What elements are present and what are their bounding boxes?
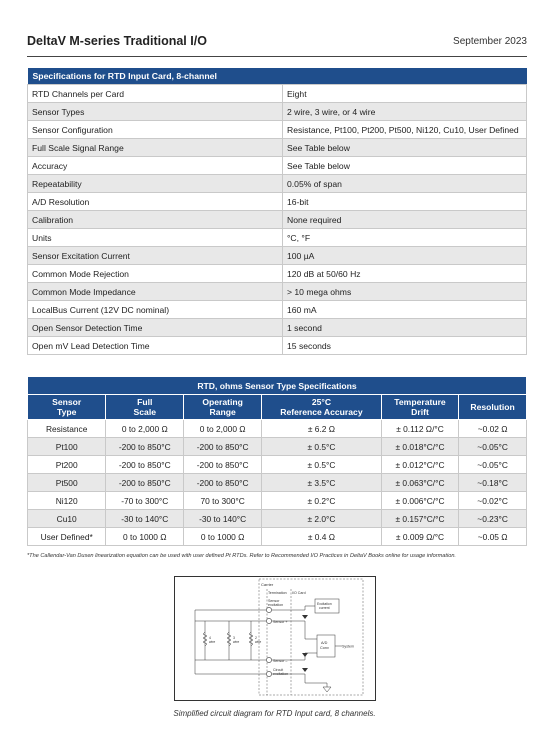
rtd-cell: 0 to 2,000 Ω (184, 420, 262, 438)
rtd-cell: ± 0.006°C/°C (381, 492, 458, 510)
spec-row (28, 247, 527, 265)
rtd-header-line: Scale (133, 407, 157, 417)
rtd-cell: 70 to 300°C (184, 492, 262, 510)
rtd-cell: ± 0.063°C/°C (381, 474, 458, 492)
spec-row (28, 283, 527, 301)
rtd-cell: User Defined* (28, 528, 106, 546)
circuit-excitation-label-2: excitation (273, 672, 289, 676)
rtd-cell: ~0.02°C (459, 492, 527, 510)
spec-table (27, 68, 527, 355)
spec-row (28, 319, 527, 337)
rtd-row (28, 474, 527, 492)
rtd-header-line: Type (56, 407, 77, 417)
spec-value: 120 dB at 50/60 Hz (283, 265, 527, 283)
spec-label: A/D Resolution (28, 193, 283, 211)
spec-value: See Table below (283, 139, 527, 157)
rtd-cell: ± 0.4 Ω (262, 528, 382, 546)
rtd-cell: Pt100 (28, 438, 106, 456)
rtd-cell: ~0.05°C (459, 438, 527, 456)
rtd-table-title: RTD, ohms Sensor Type Specifications (28, 377, 527, 395)
spec-label: Open Sensor Detection Time (28, 319, 283, 337)
rtd-cell: ± 0.012°C/°C (381, 456, 458, 474)
sensor-minus-label: Sensor – (273, 659, 288, 663)
rtd-header-line: Sensor (52, 397, 82, 407)
ad-label-1: A/D (321, 641, 328, 645)
rtd-cell: 0 to 2,000 Ω (106, 420, 184, 438)
rtd-cell: -70 to 300°C (106, 492, 184, 510)
rtd-header-row (28, 395, 527, 420)
rtd-cell: Ni120 (28, 492, 106, 510)
spec-label: LocalBus Current (12V DC nominal) (28, 301, 283, 319)
circuit-excitation-label-1: Circuit (273, 668, 284, 672)
rtd-cell: ~0.05°C (459, 456, 527, 474)
rtd-cell: ± 2.0°C (262, 510, 382, 528)
sensor-plus-label: Sensor + (273, 620, 288, 624)
spec-row (28, 211, 527, 229)
spec-value: None required (283, 211, 527, 229)
rtd-column-header (28, 395, 106, 420)
spec-label: Sensor Types (28, 103, 283, 121)
spec-row (28, 193, 527, 211)
spec-row (28, 157, 527, 175)
spec-label: Repeatability (28, 175, 283, 193)
rtd-cell: -30 to 140°C (184, 510, 262, 528)
wire2-label-2: wire (255, 640, 262, 644)
rtd-column-header (381, 395, 458, 420)
spec-value: 0.05% of span (283, 175, 527, 193)
termination-label: Termination (268, 591, 287, 595)
rtd-cell: -200 to 850°C (184, 456, 262, 474)
rtd-cell: ± 3.5°C (262, 474, 382, 492)
footnote: *The Callendar-Van Dusen linearization equation can be used with user defined Pt RTDs. Refer to Recommended I/O Practices in DeltaV Books online for usage information. (27, 553, 456, 559)
spec-label: Open mV Lead Detection Time (28, 337, 283, 355)
header-rule (27, 56, 527, 57)
rtd-cell: ~0.05 Ω (459, 528, 527, 546)
rtd-cell: Resistance (28, 420, 106, 438)
spec-value: See Table below (283, 157, 527, 175)
rtd-header-line: Operating (202, 397, 243, 407)
spec-row (28, 265, 527, 283)
rtd-cell: ~0.18°C (459, 474, 527, 492)
rtd-row (28, 492, 527, 510)
spec-label: Accuracy (28, 157, 283, 175)
rtd-row (28, 510, 527, 528)
spec-value: 16-bit (283, 193, 527, 211)
spec-table-title: Specifications for RTD Input Card, 8-channel (28, 68, 527, 85)
rtd-cell: -200 to 850°C (106, 474, 184, 492)
rtd-row (28, 456, 527, 474)
sensor-excitation-label-2: excitation (268, 603, 284, 607)
rtd-header-line: 25°C (311, 397, 332, 407)
spec-label: RTD Channels per Card (28, 85, 283, 103)
spec-row (28, 229, 527, 247)
spec-row (28, 103, 527, 121)
ad-label-2: Conv (320, 646, 329, 650)
rtd-cell: ± 0.018°C/°C (381, 438, 458, 456)
spec-label: Sensor Excitation Current (28, 247, 283, 265)
spec-label: Common Mode Rejection (28, 265, 283, 283)
carrier-label: Carrier (261, 582, 274, 587)
rtd-header-line: Reference Accuracy (280, 407, 363, 417)
spec-label: Units (28, 229, 283, 247)
spec-value: °C, °F (283, 229, 527, 247)
spec-value: Resistance, Pt100, Pt200, Pt500, Ni120, Cu10, User Defined (283, 121, 527, 139)
rtd-cell: Cu10 (28, 510, 106, 528)
spec-row (28, 175, 527, 193)
rtd-cell: ± 6.2 Ω (262, 420, 382, 438)
spec-value: 160 mA (283, 301, 527, 319)
spec-table-body (28, 85, 527, 355)
spec-row (28, 301, 527, 319)
spec-label: Common Mode Impedance (28, 283, 283, 301)
rtd-cell: Pt200 (28, 456, 106, 474)
rtd-cell: Pt500 (28, 474, 106, 492)
spec-value: 15 seconds (283, 337, 527, 355)
system-label: System (342, 644, 354, 649)
rtd-row (28, 420, 527, 438)
rtd-column-header (184, 395, 262, 420)
document-date: September 2023 (453, 36, 527, 47)
rtd-cell: ~0.02 Ω (459, 420, 527, 438)
carrier-box (259, 579, 363, 695)
spec-value: 2 wire, 3 wire, or 4 wire (283, 103, 527, 121)
spec-row (28, 85, 527, 103)
spec-label: Sensor Configuration (28, 121, 283, 139)
spec-row (28, 139, 527, 157)
wire4-label-1: 4 (209, 636, 211, 640)
rtd-cell: 0 to 1000 Ω (184, 528, 262, 546)
spec-label: Full Scale Signal Range (28, 139, 283, 157)
rtd-header-line: Full (137, 397, 153, 407)
rtd-row (28, 528, 527, 546)
spec-value: 1 second (283, 319, 527, 337)
rtd-cell: -200 to 850°C (106, 456, 184, 474)
rtd-cell: ± 0.157°C/°C (381, 510, 458, 528)
rtd-header-line: Drift (411, 407, 429, 417)
diagram-caption: Simplified circuit diagram for RTD Input card, 8 channels. (173, 709, 376, 718)
circuit-diagram (174, 576, 376, 701)
rtd-column-header (459, 395, 527, 420)
excitation-current-label-1: Excitation (317, 602, 332, 606)
rtd-cell: -200 to 850°C (184, 474, 262, 492)
wire2-label-1: 2 (255, 636, 257, 640)
rtd-cell: ± 0.009 Ω/°C (381, 528, 458, 546)
spec-value: 100 µA (283, 247, 527, 265)
rtd-cell: ~0.23°C (459, 510, 527, 528)
rtd-cell: ± 0.112 Ω/°C (381, 420, 458, 438)
wire4-label-2: wire (209, 640, 216, 644)
rtd-cell: ± 0.5°C (262, 438, 382, 456)
rtd-header-line: Resolution (470, 402, 515, 412)
rtd-table (27, 376, 527, 546)
rtd-header-line: Temperature (394, 397, 446, 407)
rtd-column-header (106, 395, 184, 420)
rtd-cell: -30 to 140°C (106, 510, 184, 528)
rtd-table-body (28, 420, 527, 546)
document-title: DeltaV M-series Traditional I/O (27, 34, 207, 48)
rtd-cell: ± 0.5°C (262, 456, 382, 474)
wire3-label-2: wire (233, 640, 240, 644)
spec-label: Calibration (28, 211, 283, 229)
rtd-cell: 0 to 1000 Ω (106, 528, 184, 546)
rtd-cell: ± 0.2°C (262, 492, 382, 510)
rtd-column-header (262, 395, 382, 420)
rtd-row (28, 438, 527, 456)
spec-value: Eight (283, 85, 527, 103)
spec-row (28, 337, 527, 355)
io-card-label: I/O Card (292, 591, 306, 595)
rtd-cell: -200 to 850°C (184, 438, 262, 456)
wire3-label-1: 3 (233, 636, 235, 640)
spec-value: > 10 mega ohms (283, 283, 527, 301)
excitation-current-label-2: current (319, 606, 330, 610)
spec-row (28, 121, 527, 139)
sensor-excitation-label-1: Sensor (268, 599, 280, 603)
rtd-cell: -200 to 850°C (106, 438, 184, 456)
rtd-header-line: Range (209, 407, 236, 417)
